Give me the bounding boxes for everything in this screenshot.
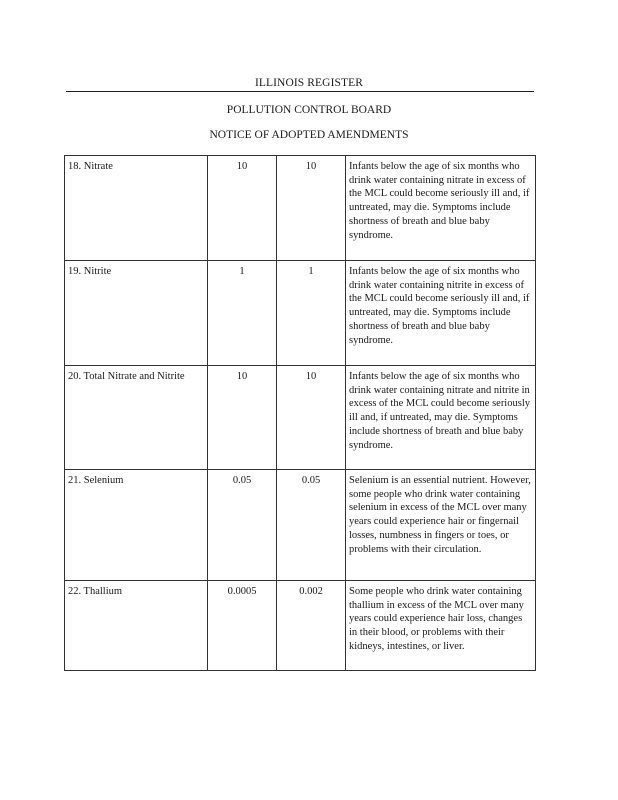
register-title: ILLINOIS REGISTER — [254, 77, 364, 89]
contaminant-name: 21. Selenium — [65, 470, 208, 581]
contaminant-name: 22. Thallium — [65, 581, 208, 671]
mclg-value: 0.002 — [277, 581, 346, 671]
mcl-value: 0.0005 — [208, 581, 277, 671]
mclg-value: 1 — [277, 261, 346, 366]
table-row — [65, 261, 536, 366]
health-effects: Some people who drink water containing thallium in excess of the MCL over many years could experience hair loss, changes in their blood, or problems with their kidneys, intestines, or liver. — [346, 581, 536, 671]
mclg-value: 10 — [277, 156, 346, 261]
notice-title: NOTICE OF ADOPTED AMENDMENTS — [209, 129, 409, 141]
health-effects: Infants below the age of six months who drink water containing nitrate and nitrite in excess of the MCL could become seriously ill and, if untreated, may die. Symptoms include shortness of breath and blue baby syndrome. — [346, 366, 536, 470]
table-row — [65, 156, 536, 261]
table-row — [65, 366, 536, 470]
mcl-value: 10 — [208, 156, 277, 261]
board-title: POLLUTION CONTROL BOARD — [226, 104, 392, 116]
contaminant-name: 19. Nitrite — [65, 261, 208, 366]
table-row — [65, 470, 536, 581]
health-effects: Selenium is an essential nutrient. However, some people who drink water containing selenium in excess of the MCL over many years could experience hair or fingernail losses, numbness in fingers or toes, or problems with their circulation. — [346, 470, 536, 581]
mclg-value: 10 — [277, 366, 346, 470]
contaminant-table — [64, 155, 536, 671]
register-rule — [66, 91, 534, 92]
mcl-value: 0.05 — [208, 470, 277, 581]
health-effects: Infants below the age of six months who drink water containing nitrite in excess of the MCL could become seriously ill and, if untreated, may die. Symptoms include shortness of breath and blue baby syndrome. — [346, 261, 536, 366]
table-row — [65, 581, 536, 671]
health-effects: Infants below the age of six months who drink water containing nitrate in excess of the MCL could become seriously ill and, if untreated, may die. Symptoms include shortness of breath and blue baby syndrome. — [346, 156, 536, 261]
mcl-value: 1 — [208, 261, 277, 366]
mclg-value: 0.05 — [277, 470, 346, 581]
mcl-value: 10 — [208, 366, 277, 470]
contaminant-name: 20. Total Nitrate and Nitrite — [65, 366, 208, 470]
contaminant-name: 18. Nitrate — [65, 156, 208, 261]
